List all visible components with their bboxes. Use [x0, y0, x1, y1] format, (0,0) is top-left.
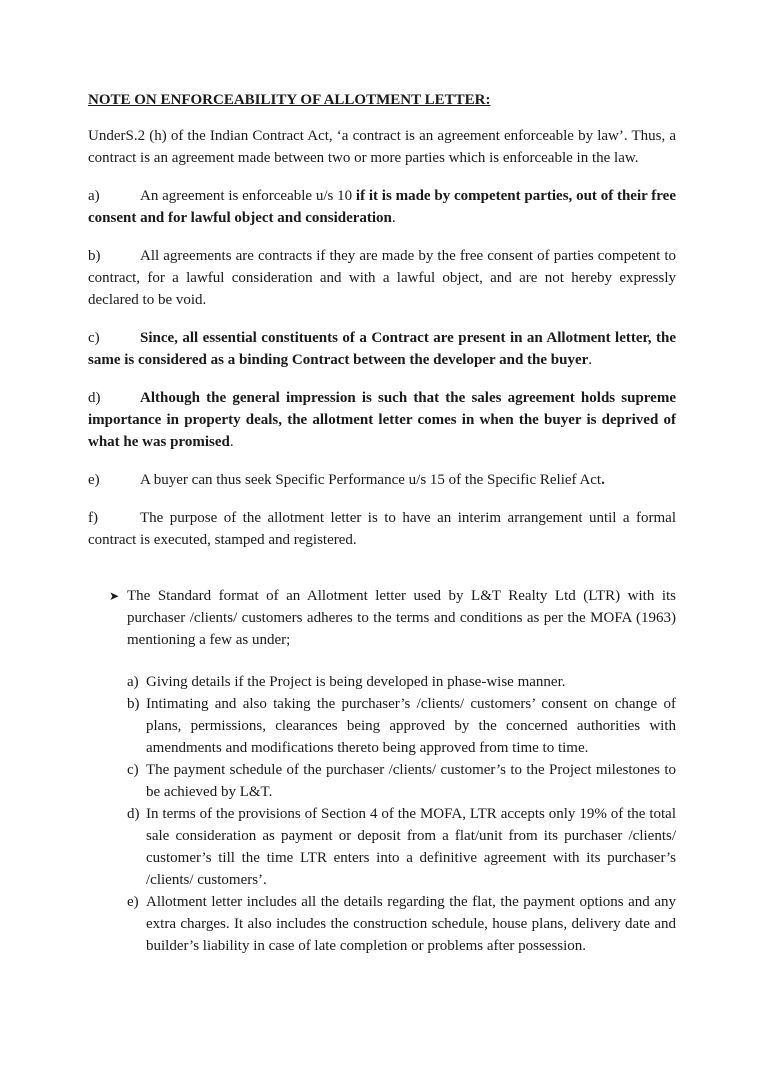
- sub-item-text: Allotment letter includes all the details regarding the flat, the payment options and any extra charges. It also includes the construction schedule, house plans, delivery date and builder’s liability in case of late completion or problems after possession.: [146, 894, 676, 954]
- sub-item: [127, 891, 676, 957]
- point-label: c): [88, 330, 100, 346]
- sub-item: [127, 759, 676, 803]
- bullet-paragraph: [109, 585, 676, 957]
- sub-item-label: e): [127, 894, 139, 910]
- point-end: .: [229, 434, 234, 450]
- point-f: [88, 507, 676, 551]
- point-label: d): [88, 390, 101, 406]
- point-text: All agreements are contracts if they are made by the free consent of parties competent to contract, for a lawful consideration and with a lawful object, and are not hereby expressly declared to be void.: [88, 248, 676, 308]
- intro-paragraph: UnderS.2 (h) of the Indian Contract Act, ‘a contract is an agreement enforceable by law’. Thus, a contract is an agreement made between two or more parties which is enforceable in the law.: [88, 128, 676, 166]
- point-label: f): [88, 510, 98, 526]
- sub-item: [127, 671, 676, 693]
- sub-item: [127, 803, 676, 891]
- point-a: [88, 185, 676, 229]
- point-bold-text: if it is made by competent parties, out of their free consent and for lawful object and consideration: [88, 188, 676, 226]
- sub-item-text: The payment schedule of the purchaser /clients/ customer’s to the Project milestones to be achieved by L&T.: [146, 762, 676, 800]
- point-b: [88, 245, 676, 311]
- document-page: [88, 89, 676, 957]
- sub-item-text: Giving details if the Project is being developed in phase-wise manner.: [146, 674, 566, 690]
- sub-item: [127, 693, 676, 759]
- point-text: An agreement is enforceable u/s 10: [140, 188, 356, 204]
- point-label: e): [88, 472, 100, 488]
- point-d: [88, 387, 676, 453]
- sub-item-text: In terms of the provisions of Section 4 of the MOFA, LTR accepts only 19% of the total sale consideration as payment or deposit from a flat/unit from its purchaser /clients/ customer’s till the time LTR enters into a definitive agreement with its purchaser’s /clients/ customers’.: [146, 806, 676, 888]
- sub-item-label: d): [127, 806, 140, 822]
- point-bold-text: .: [601, 472, 605, 488]
- arrow-bullet-icon: ➤: [109, 589, 120, 603]
- point-text: A buyer can thus seek Specific Performance u/s 15 of the Specific Relief Act: [140, 472, 602, 488]
- point-end: .: [588, 352, 593, 368]
- point-e: [88, 469, 676, 491]
- document-title: NOTE ON ENFORCEABILITY OF ALLOTMENT LETTER:: [88, 92, 491, 108]
- bullet-text: The Standard format of an Allotment letter used by L&T Realty Ltd (LTR) with its purchaser /clients/ customers adheres to the terms and conditions as per the MOFA (1963) mentioning a few as under;: [127, 588, 676, 648]
- point-label: a): [88, 188, 100, 204]
- point-text: The purpose of the allotment letter is to have an interim arrangement until a formal contract is executed, stamped and registered.: [88, 510, 676, 548]
- point-end: .: [391, 210, 396, 226]
- sub-item-text: Intimating and also taking the purchaser’s /clients/ customers’ consent on change of plans, permissions, clearances being approved by the concerned authorities with amendments and modifications thereto being approved from time to time.: [146, 696, 676, 756]
- sub-item-label: b): [127, 696, 140, 712]
- sub-item-label: c): [127, 762, 139, 778]
- sub-list: [127, 671, 676, 957]
- sub-item-label: a): [127, 674, 139, 690]
- point-bold-text: Although the general impression is such that the sales agreement holds supreme importance in property deals, the allotment letter comes in when the buyer is deprived of what he was promised: [88, 390, 676, 450]
- point-bold-text: Since, all essential constituents of a Contract are present in an Allotment letter, the same is considered as a binding Contract between the developer and the buyer: [88, 330, 676, 368]
- point-label: b): [88, 248, 101, 264]
- point-c: [88, 327, 676, 371]
